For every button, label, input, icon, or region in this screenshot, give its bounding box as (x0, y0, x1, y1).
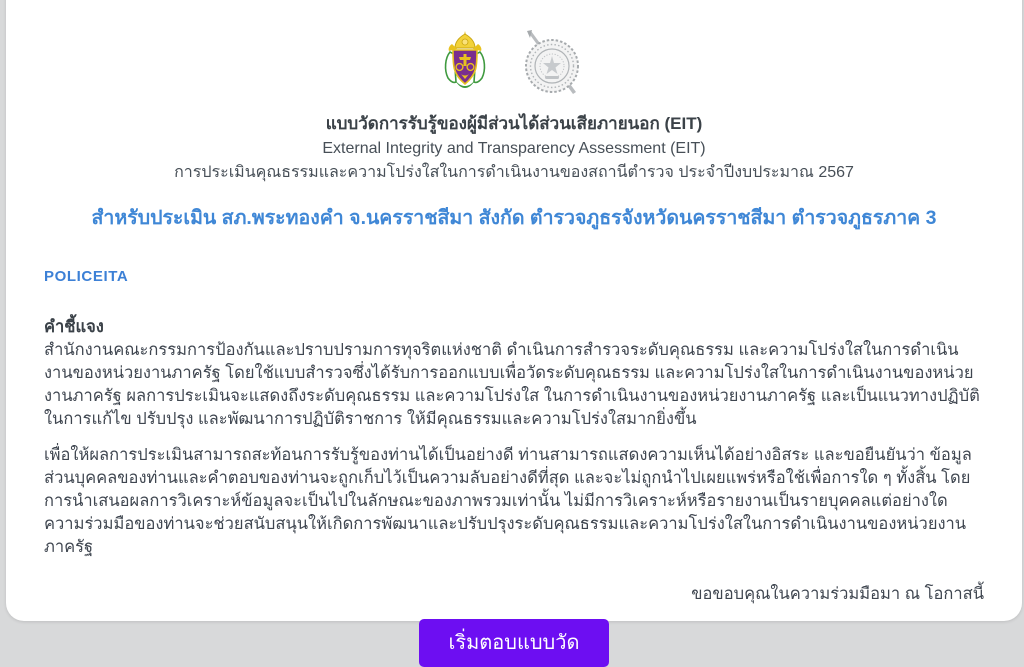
policeita-brand: POLICEITA (44, 268, 129, 285)
assessment-target-heading: สำหรับประเมิน สภ.พระทองคำ จ.นครราชสีมา สังกัด ตำรวจภูธรจังหวัดนครราชสีมา ตำรวจภูธรภาค 3 (91, 207, 937, 229)
instructions-paragraph-1: สำนักงานคณะกรรมการป้องกันและปราบปรามการทุจริตแห่งชาติ ดำเนินการสำรวจระดับคุณธรรม และความโปร่งใสในการดำเนินงานของหน่วยงานภาครัฐ โดยใช้แบบสำรวจซึ่งได้รับการออกแบบเพื่อวัดระดับคุณธรรม และความโปร่งใสในการดำเนินงานของหน่วยงานภาครัฐ ผลการประเมินจะแสดงถึงระดับคุณธรรม และความโปร่งใส ในการดำเนินงานของหน่วยงานภาครัฐ และเป็นแนวทางปฏิบัติในการแก้ไข ปรับปรุง และพัฒนาการปฏิบัติราชการ ให้มีคุณธรรมและความโปร่งใสมากยิ่งขึ้น (44, 341, 980, 428)
logo-row (44, 30, 984, 100)
instructions-heading: คำชี้แจง (44, 318, 104, 336)
police-seal-icon (514, 30, 586, 100)
survey-intro-card (6, 0, 1022, 654)
title-block (44, 112, 984, 184)
survey-subtitle: การประเมินคุณธรรมและความโปร่งใสในการดำเนินงานของสถานีตำรวจ ประจำปีงบประมาณ 2567 (174, 164, 854, 181)
nacc-crest-icon (442, 30, 488, 100)
start-survey-button[interactable]: เริ่มตอบแบบวัด (419, 619, 610, 667)
button-row (44, 619, 984, 667)
instructions-section (44, 316, 984, 606)
instructions-paragraph-2: เพื่อให้ผลการประเมินสามารถสะท้อนการรับรู้ของท่านได้เป็นอย่างดี ท่านสามารถแสดงความเห็นได้อย่างอิสระ และขอยืนยันว่า ข้อมูลส่วนบุคคลของท่านและคำตอบของท่านจะถูกเก็บไว้เป็นความลับอย่างดีที่สุด และจะไม่ถูกนำไปเผยแพร่หรือใช้เพื่อการใด ๆ ทั้งสิ้น โดยการนำเสนอผลการวิเคราะห์ข้อมูลจะเป็นไปในลักษณะของภาพรวมเท่านั้น ไม่มีการวิเคราะห์หรือรายงานเป็นรายบุคคลแต่อย่างใด ความร่วมมือของท่านจะช่วยสนับสนุนให้เกิดการพัฒนาและปรับปรุงระดับคุณธรรมและความโปร่งใสในการดำเนินงานของหน่วยงานภาครัฐ (44, 446, 972, 556)
survey-title-en: External Integrity and Transparency Assessment (EIT) (322, 140, 706, 157)
survey-title-th: แบบวัดการรับรู้ของผู้มีส่วนได้ส่วนเสียภายนอก (EIT) (325, 114, 703, 133)
closing-remark: ขอขอบคุณในความร่วมมือมา ณ โอกาสนี้ (691, 585, 984, 603)
